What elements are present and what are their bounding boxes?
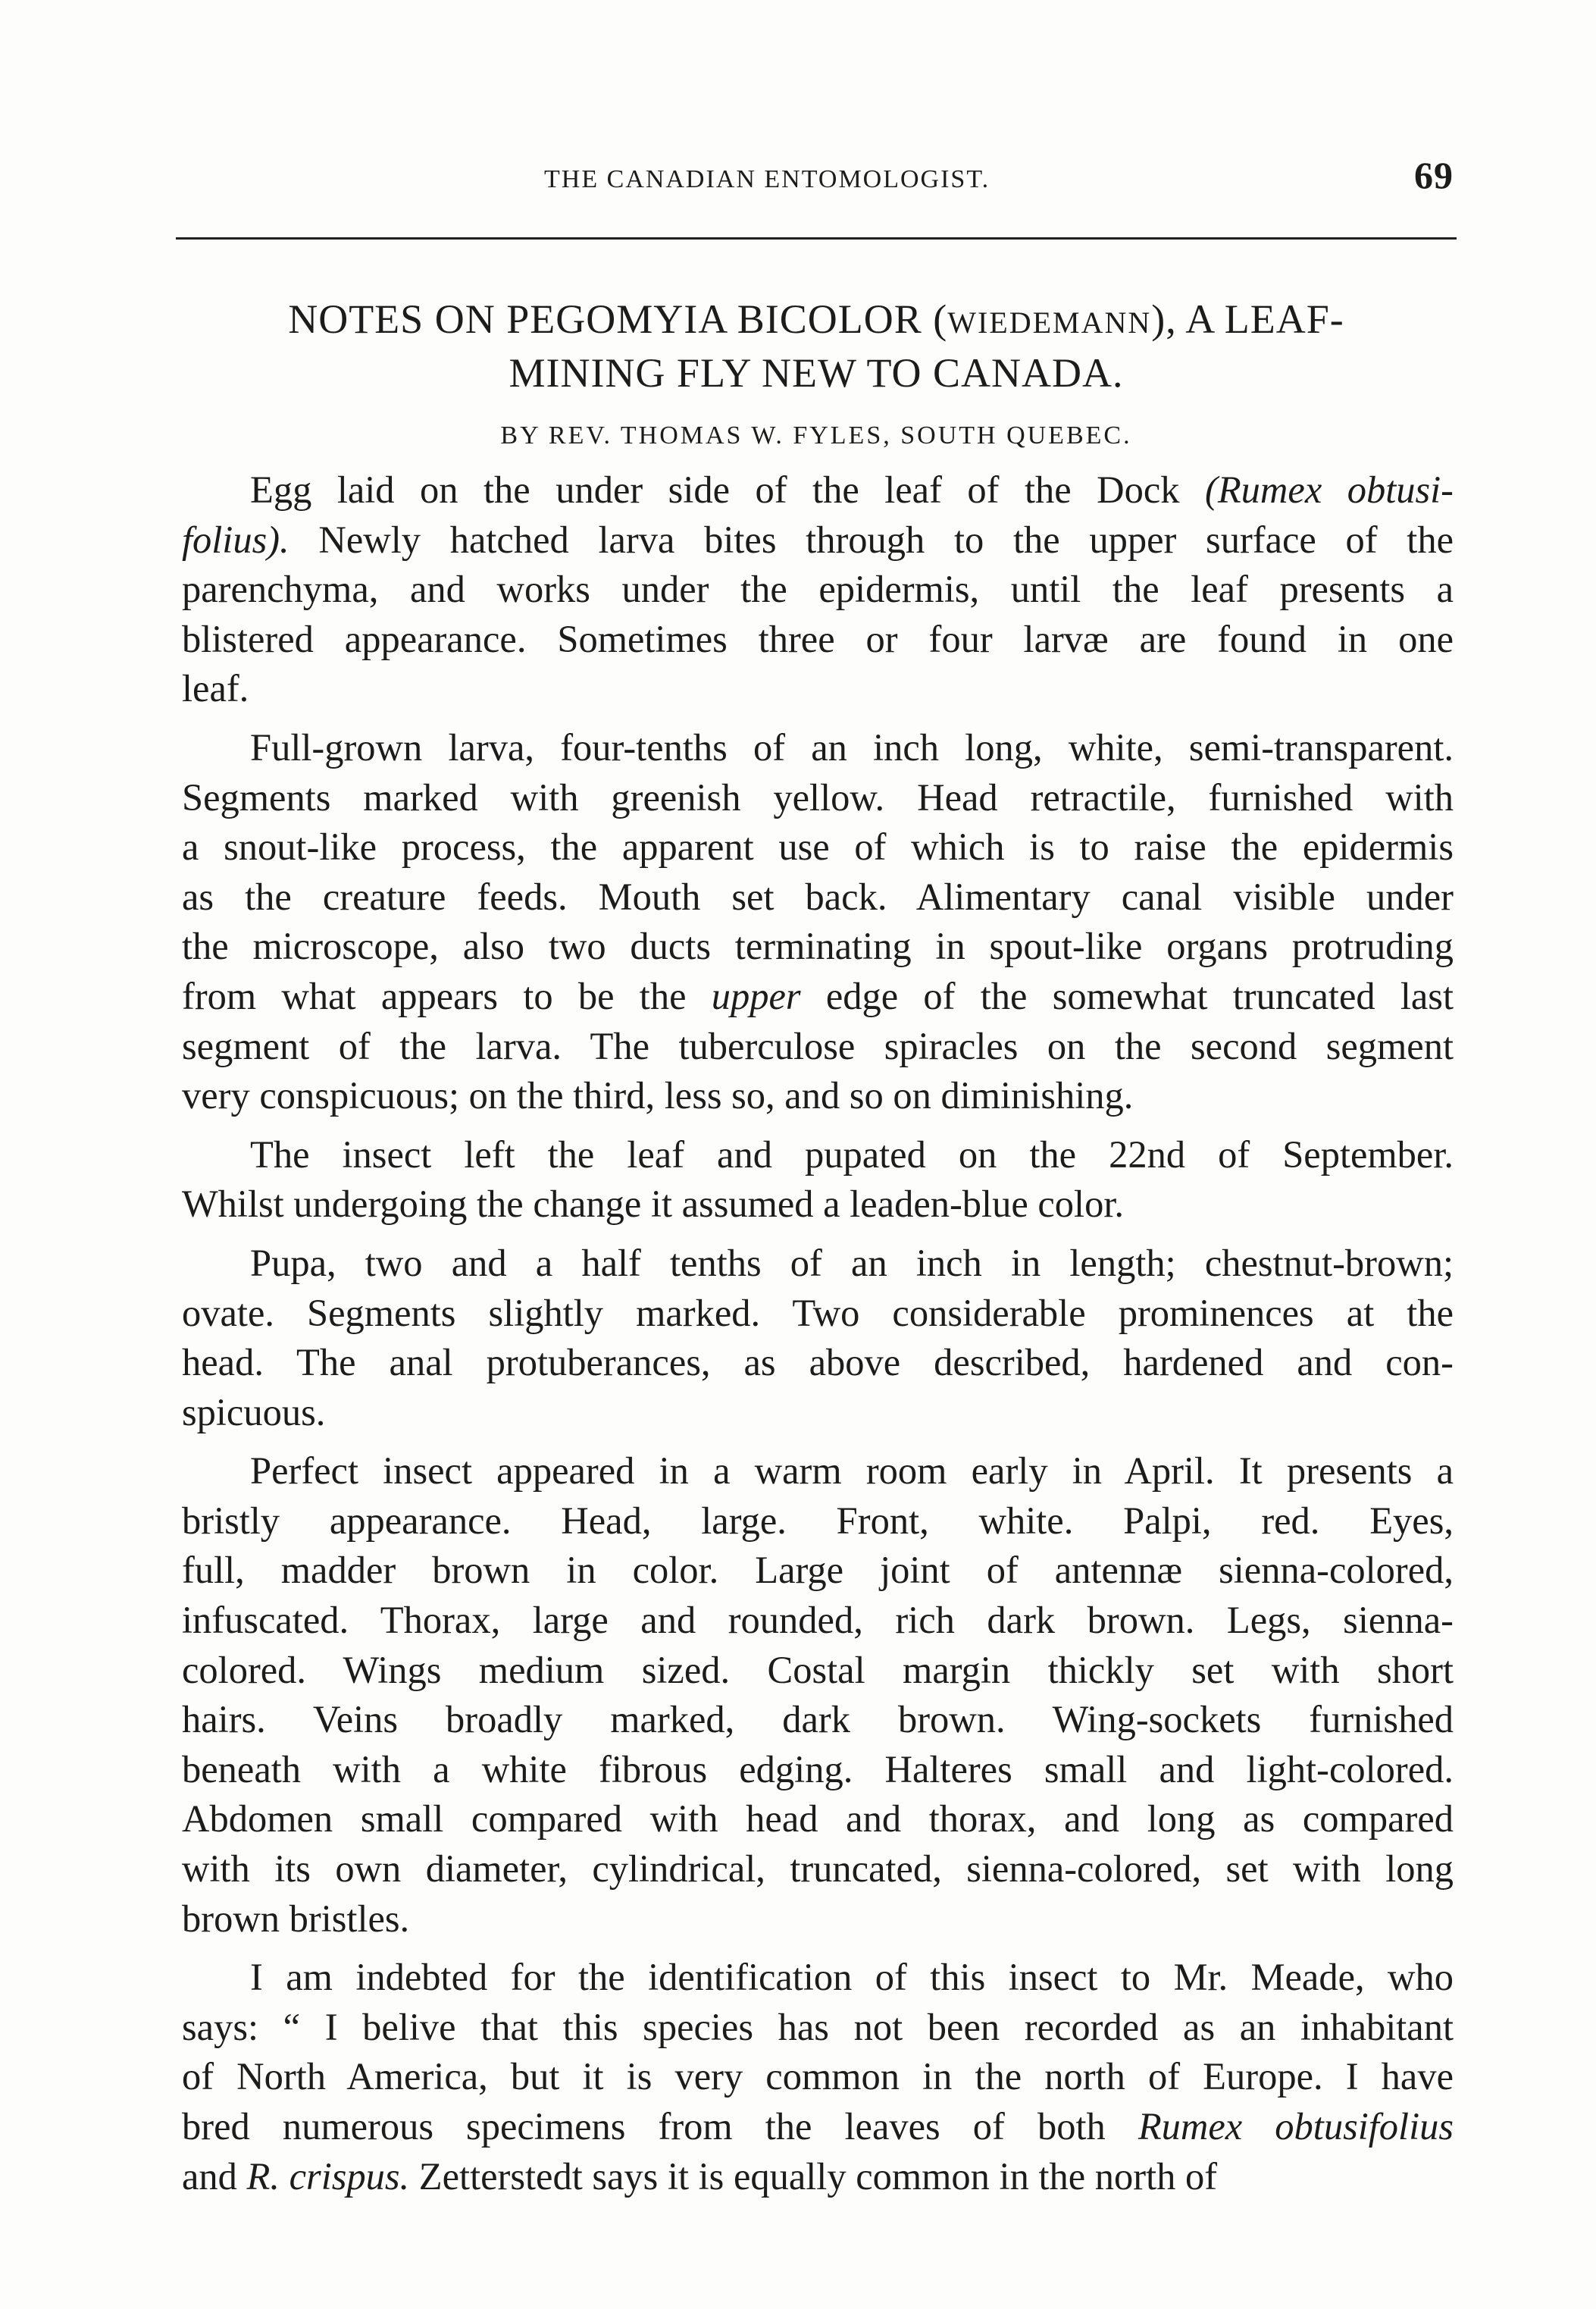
paragraph [182, 465, 1454, 714]
running-head [180, 153, 1454, 199]
italic-text: folius). [182, 518, 289, 561]
text-line: Segments marked with greenish yellow. Head retractile, furnished with [182, 775, 1454, 819]
text-line: ovate. Segments slightly marked. Two considerable prominences at the [182, 1291, 1454, 1334]
text-line: with its own diameter, cylindrical, truncated, sienna-colored, set with long [182, 1847, 1454, 1891]
text-line: and R. crispus. Zetterstedt says it is equally common in the north of [182, 2154, 1218, 2198]
paragraph [182, 1239, 1454, 1437]
text-line: The insect left the leaf and pupated on the 22nd of September. [250, 1133, 1454, 1176]
article-title-line-2: MINING FLY NEW TO CANADA. [509, 350, 1124, 396]
text-line: full, madder brown in color. Large joint of antennæ sienna-colored, [182, 1549, 1454, 1592]
text-line: says: “ I belive that this species has not been recorded as an inhabitant [182, 2005, 1454, 2048]
article-title [176, 294, 1457, 398]
text-line: Perfect insect appeared in a warm room early in April. It presents a [250, 1449, 1454, 1493]
paragraph [182, 1130, 1454, 1230]
paragraph [182, 1446, 1454, 1944]
text-line: hairs. Veins broadly marked, dark brown. Wing-sockets furnished [182, 1698, 1454, 1741]
text-line: head. The anal protuberances, as above described, hardened and con- [182, 1341, 1454, 1384]
text-line: leaf. [182, 667, 249, 710]
text-line: parenchyma, and works under the epidermis, until the leaf presents a [182, 568, 1454, 611]
italic-text: upper [711, 974, 801, 1017]
text-line: folius). Newly hatched larva bites through to the upper surface of the [182, 518, 1454, 561]
text-line: bristly appearance. Head, large. Front, white. Palpi, red. Eyes, [182, 1499, 1454, 1542]
article-body [182, 465, 1454, 2210]
text-line: Full-grown larva, four-tenths of an inch long, white, semi-transparent. [250, 725, 1454, 769]
running-title: THE CANADIAN ENTOMOLOGIST. [544, 165, 990, 193]
header-rule [176, 237, 1457, 240]
text-line: Abdomen small compared with head and thorax, and long as compared [182, 1797, 1454, 1841]
text-line: from what appears to be the upper edge of the somewhat truncated last [182, 974, 1454, 1017]
italic-text: (Rumex obtusi- [1205, 468, 1454, 511]
page-number: 69 [1414, 154, 1454, 196]
italic-text: Rumex obtusifolius [1138, 2105, 1454, 2148]
text-line: Pupa, two and a half tenths of an inch in length; chestnut-brown; [250, 1241, 1454, 1284]
text-line: of North America, but it is very common in the north of Europe. I have [182, 2055, 1454, 2098]
text-line: bred numerous specimens from the leaves of both Rumex obtusifolius [182, 2105, 1454, 2148]
text-line: blistered appearance. Sometimes three or four larvæ are found in one [182, 617, 1454, 660]
paragraph [182, 723, 1454, 1121]
paragraph [182, 1953, 1454, 2201]
text-line: brown bristles. [182, 1897, 410, 1940]
text-line: very conspicuous; on the third, less so, and so on diminishing. [182, 1074, 1134, 1117]
text-line: Whilst undergoing the change it assumed a leaden-blue color. [182, 1183, 1124, 1226]
text-line: the microscope, also two ducts terminating in spout-like organs protruding [182, 925, 1454, 968]
text-line: colored. Wings medium sized. Costal margin thickly set with short [182, 1648, 1454, 1691]
article-title-line-1: NOTES ON PEGOMYIA BICOLOR (WIEDEMANN), A LEAF- [288, 296, 1344, 342]
text-line: segment of the larva. The tuberculose spiracles on the second segment [182, 1024, 1454, 1067]
text-line: beneath with a white fibrous edging. Halteres small and light-colored. [182, 1747, 1454, 1790]
text-line: Egg laid on the under side of the leaf of the Dock (Rumex obtusi- [250, 468, 1454, 511]
text-line: infuscated. Thorax, large and rounded, rich dark brown. Legs, sienna- [182, 1599, 1454, 1642]
text-line: as the creature feeds. Mouth set back. Alimentary canal visible under [182, 875, 1454, 918]
text-line: spicuous. [182, 1390, 326, 1433]
italic-text: R. crispus. [246, 2154, 410, 2198]
byline: BY REV. THOMAS W. FYLES, SOUTH QUEBEC. [500, 421, 1132, 450]
text-line: I am indebted for the identification of this insect to Mr. Meade, who [250, 1956, 1454, 1999]
text-line: a snout-like process, the apparent use of which is to raise the epidermis [182, 826, 1454, 869]
